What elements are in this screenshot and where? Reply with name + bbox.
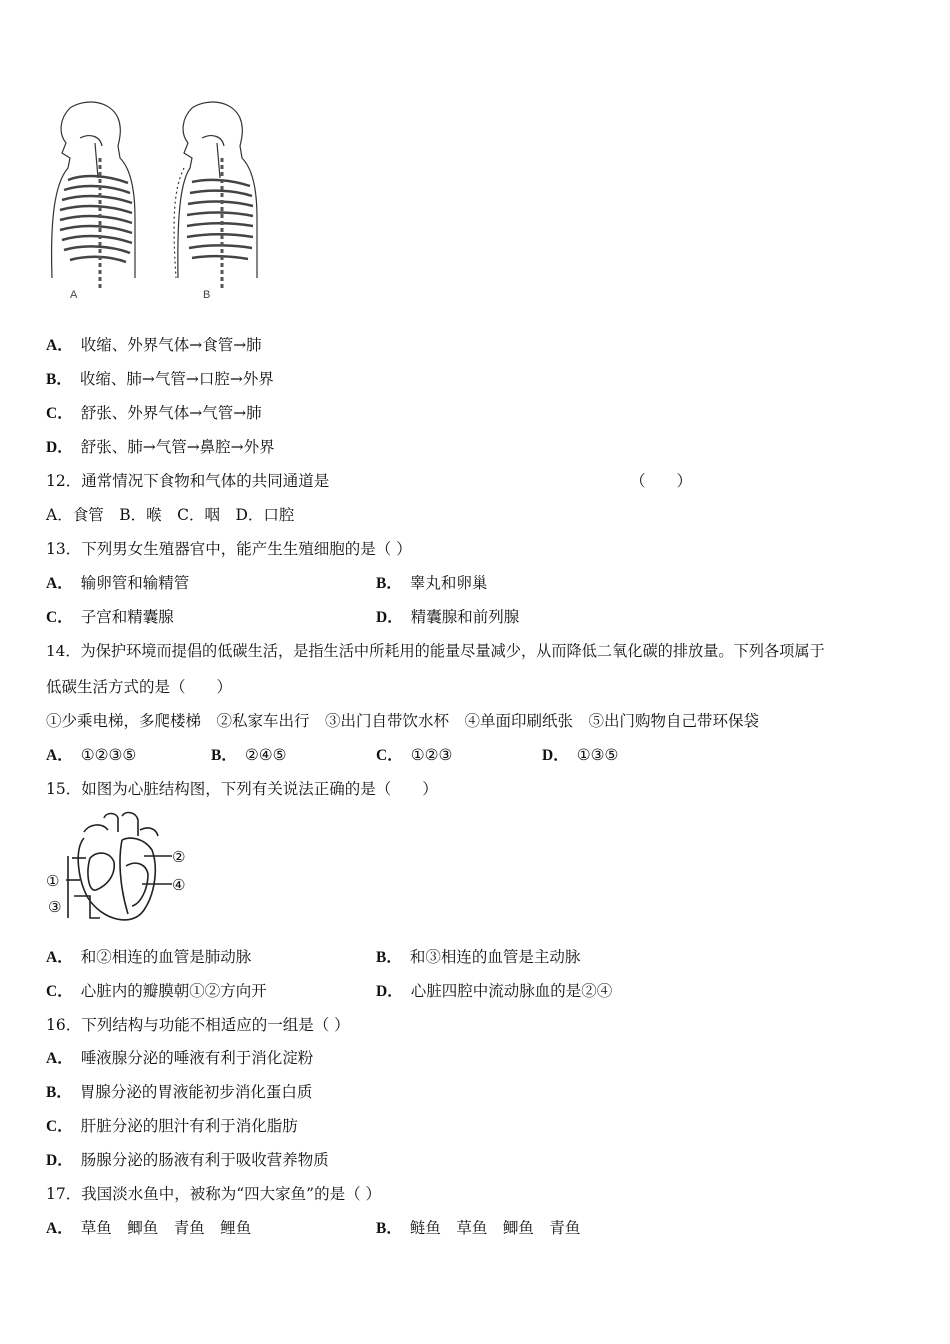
q14-stem-line1: 14．为保护环境而提倡的低碳生活，是指生活中所耗用的能量尽量减少，从而降低二氧化碳的排放量。下列各项属于 (46, 642, 825, 660)
option-label: C． (46, 983, 73, 1000)
option-label: A． (46, 1050, 73, 1067)
q15-option-a (46, 946, 251, 969)
q14-option-c (376, 744, 452, 767)
q17-option-a (46, 1217, 251, 1240)
option-label: D． (542, 747, 569, 764)
q14-stem-line2: 低碳生活方式的是（ ） (46, 678, 233, 696)
option-text: 心脏四腔中流动脉血的是②④ (410, 982, 613, 1000)
option-text: 输卵管和输精管 (80, 574, 190, 592)
heart-label-1: ① (46, 872, 60, 890)
q16-stem: 16．下列结构与功能不相适应的一组是（ ） (46, 1016, 350, 1034)
option-label: B． (46, 1084, 72, 1101)
q13-option-c (46, 606, 174, 629)
option-label: A． (46, 575, 73, 592)
q17-option-b (376, 1217, 580, 1240)
option-text: ①③⑤ (576, 746, 619, 764)
q14-option-a (46, 744, 136, 767)
option-label: D． (376, 983, 403, 1000)
q17-stem: 17．我国淡水鱼中，被称为“四大家鱼”的是（ ） (46, 1185, 381, 1203)
option-label: A． (46, 1220, 73, 1237)
heart-label-3: ③ (48, 898, 62, 916)
option-text: 唾液腺分泌的唾液有利于消化淀粉 (80, 1049, 314, 1067)
option-text: 舒张、肺→气管→鼻腔→外界 (80, 438, 275, 456)
option-label: C． (46, 609, 73, 626)
option-label: B． (376, 949, 402, 966)
q11-option-c (46, 402, 262, 425)
q13-stem: 13．下列男女生殖器官中，能产生生殖细胞的是（ ） (46, 540, 412, 558)
heart-label-2: ② (172, 848, 186, 866)
option-text: 肝脏分泌的胆汁有利于消化脂肪 (80, 1117, 298, 1135)
figure-label-a: A (70, 289, 78, 301)
option-label: B． (376, 1220, 402, 1237)
q11-option-b (46, 368, 274, 391)
option-label: A． (46, 747, 73, 764)
option-text: 心脏内的瓣膜朝①②方向开 (80, 982, 267, 1000)
q14-items: ①少乘电梯，多爬楼梯 ②私家车出行 ③出门自带饮水杯 ④单面印刷纸张 ⑤出门购物自己带环保袋 (46, 712, 760, 730)
option-text: 胃腺分泌的胃液能初步消化蛋白质 (79, 1083, 313, 1101)
q16-option-b (46, 1081, 312, 1104)
q15-option-b (376, 946, 580, 969)
q12-answer-paren: （ ） (630, 472, 693, 490)
q12-stem: 12．通常情况下食物和气体的共同通道是 (46, 472, 330, 490)
option-text: 睾丸和卵巢 (409, 574, 488, 592)
option-label: C． (46, 405, 73, 422)
option-label: B． (211, 747, 237, 764)
q16-option-a (46, 1047, 313, 1070)
q13-option-d (376, 606, 519, 629)
q15-option-d (376, 980, 612, 1003)
q16-option-d (46, 1149, 329, 1172)
option-text: 收缩、肺→气管→口腔→外界 (79, 370, 274, 388)
option-label: C． (46, 1118, 73, 1135)
option-text: 鲢鱼 草鱼 鲫鱼 青鱼 (409, 1219, 581, 1237)
option-label: D． (46, 439, 73, 456)
q14-option-b (211, 744, 287, 767)
breathing-figure-a (52, 102, 135, 288)
option-text: ①②③ (410, 746, 453, 764)
q13-option-b (376, 572, 487, 595)
q11-option-a (46, 334, 262, 357)
option-text: ②④⑤ (244, 746, 287, 764)
option-label: B． (46, 371, 72, 388)
option-label: D． (376, 609, 403, 626)
q16-option-c (46, 1115, 298, 1138)
q12-options: A．食管 B．喉 C．咽 D．口腔 (46, 506, 295, 524)
option-text: 子宫和精囊腺 (80, 608, 174, 626)
q15-option-c (46, 980, 267, 1003)
option-text: 和③相连的血管是主动脉 (409, 948, 581, 966)
option-text: 肠腺分泌的肠液有利于吸收营养物质 (80, 1151, 329, 1169)
q15-stem: 15．如图为心脏结构图，下列有关说法正确的是（ ） (46, 780, 438, 798)
option-label: A． (46, 949, 73, 966)
q11-option-d (46, 436, 275, 459)
option-label: C． (376, 747, 403, 764)
breathing-figure (40, 98, 270, 308)
option-text: 收缩、外界气体→食管→肺 (80, 336, 262, 354)
q14-option-d (542, 744, 618, 767)
heart-label-4: ④ (172, 876, 186, 894)
figure-label-b: B (203, 289, 211, 301)
option-text: 草鱼 鲫鱼 青鱼 鲤鱼 (80, 1219, 252, 1237)
option-text: 和②相连的血管是肺动脉 (80, 948, 252, 966)
option-text: 精囊腺和前列腺 (410, 608, 520, 626)
q13-option-a (46, 572, 189, 595)
option-label: B． (376, 575, 402, 592)
option-text: ①②③⑤ (80, 746, 137, 764)
heart-figure (44, 810, 204, 930)
breathing-figure-b (174, 102, 257, 288)
option-label: D． (46, 1152, 73, 1169)
option-label: A． (46, 337, 73, 354)
option-text: 舒张、外界气体→气管→肺 (80, 404, 262, 422)
